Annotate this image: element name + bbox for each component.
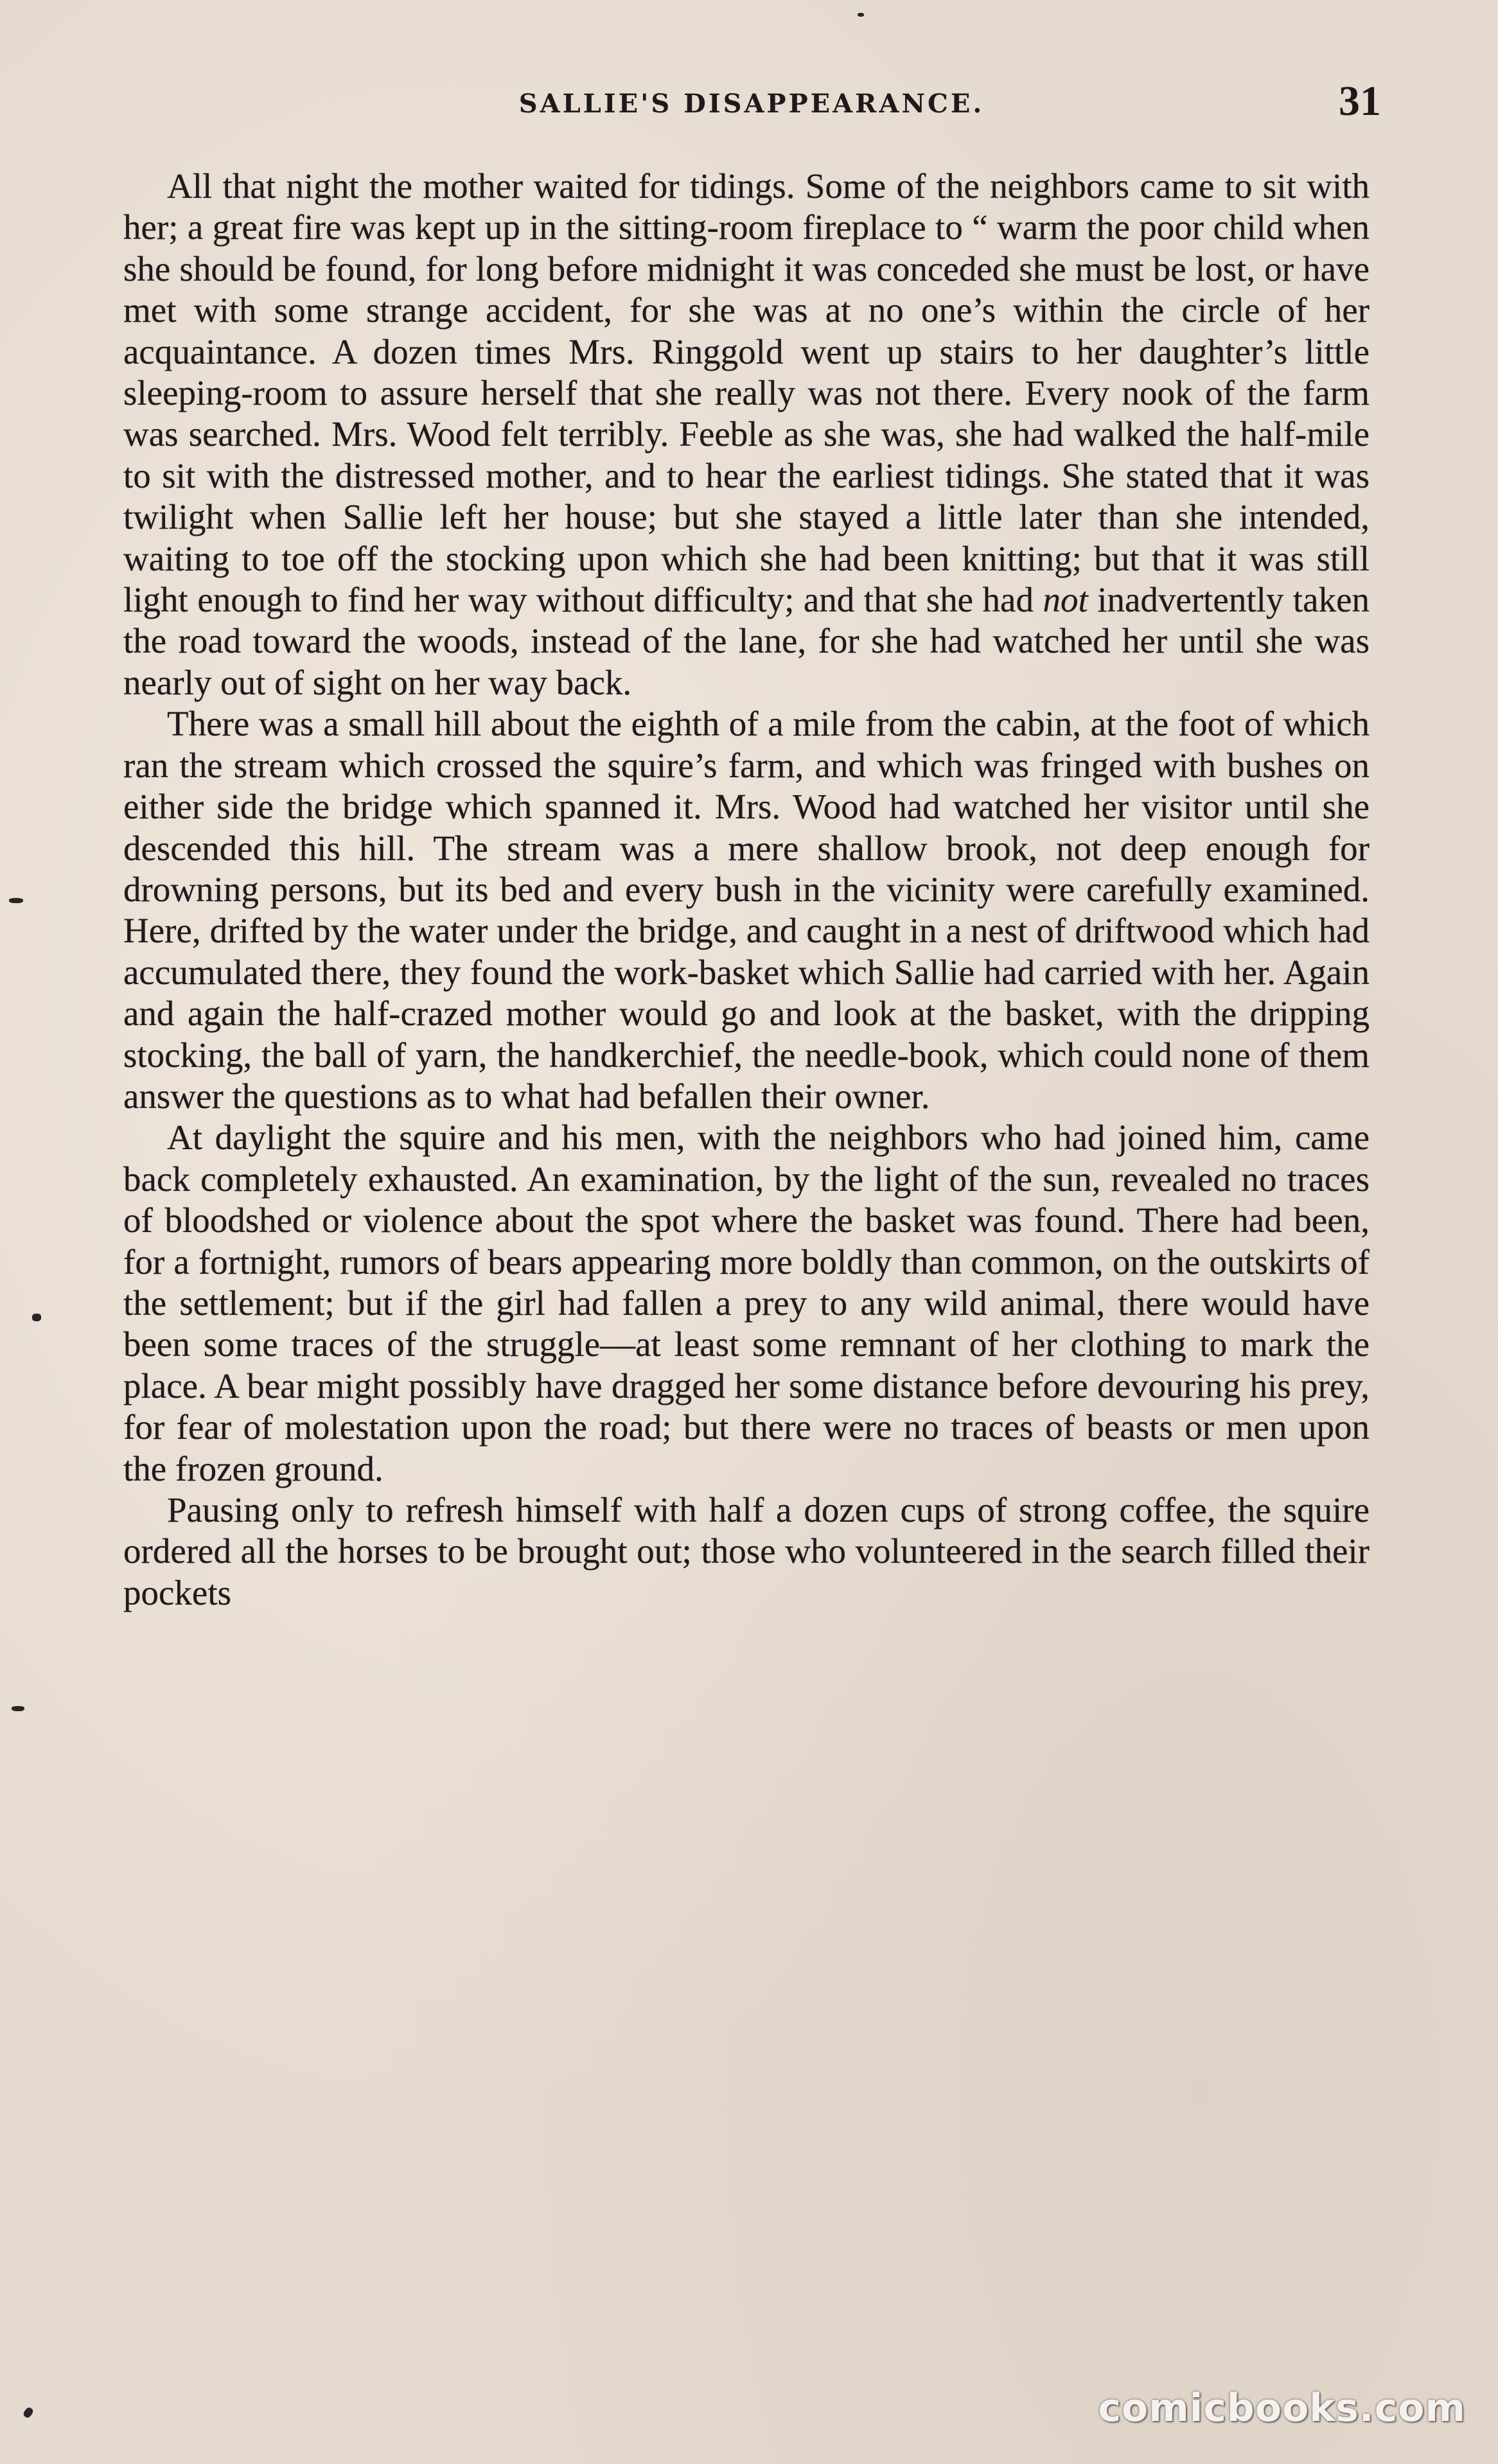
emphasis-not: not bbox=[1043, 580, 1088, 620]
ink-speck-left-2 bbox=[32, 1314, 41, 1321]
ink-speck-bottom-left bbox=[22, 2406, 34, 2419]
body-text bbox=[123, 166, 1370, 1614]
watermark: comicbooks.com bbox=[1098, 2386, 1466, 2431]
ink-speck-left-3 bbox=[12, 1706, 24, 1711]
paragraph-3: At daylight the squire and his men, with the neighbors who had joined him, came back completely exhausted. An examination, by the light of the sun, revealed no traces of bloodshed or violence about the spot where the basket was found. There had been, for a fortnight, rumors of bears appearing more boldly than common, on the outskirts of the settlement; but if the girl had fallen a prey to any wild animal, there would have been some traces of the struggle—at least some remnant of her clothing to mark the place. A bear might possibly have dragged her some distance before devouring his prey, for fear of molestation upon the road; but there were no traces of beasts or men upon the frozen ground. bbox=[123, 1118, 1370, 1488]
paragraph-1 bbox=[123, 166, 1370, 703]
page-number: 31 bbox=[1339, 78, 1381, 125]
paragraph-1-text: All that night the mother waited for tidings. Some of the neighbors came to sit with her; a great fire was kept up in the sitting-room fireplace to “ warm the poor child when she should be found, for long before midnight it was conceded she must be lost, or have met with some strange accident, for she was at no one’s within the circle of her acquaintance. A dozen times Mrs. Ringgold went up stairs to her daughter’s little sleeping-room to assure herself that she really was not there. Every nook of the farm was searched. Mrs. Wood felt terribly. Feeble as she was, she had walked the half-mile to sit with the distressed mother, and to hear the earliest tidings. She stated that it was twilight when Sallie left her house; but she stayed a little later than she intended, waiting to toe off the stocking upon which she had been knitting; but that it was still light enough to find her way without difficulty; and that she had bbox=[123, 166, 1370, 620]
running-title: SALLIE'S DISAPPEARANCE. bbox=[518, 89, 985, 119]
paragraph-4: Pausing only to refresh himself with half a dozen cups of strong coffee, the squire ordered all the horses to be brought out; those who volunteered in the search filled their pockets bbox=[123, 1490, 1370, 1612]
paragraph-1-text-continued: inadvertently taken the road toward the woods, instead of the lane, for she had watched her until she was nearly out of sight on her way back. bbox=[123, 580, 1370, 702]
running-head bbox=[122, 77, 1381, 135]
paragraph-2: There was a small hill about the eighth of a mile from the cabin, at the foot of which ran the stream which crossed the squire’s farm, and which was fringed with bushes on either side the bridge which spanned it. Mrs. Wood had watched her visitor until she descended this hill. The stream was a mere shallow brook, not deep enough for drowning persons, but its bed and every bush in the vicinity were carefully examined. Here, drifted by the water under the bridge, and caught in a nest of driftwood which had accumulated there, they found the work-basket which Sallie had carried with her. Again and again the half-crazed mother would go and look at the basket, with the dripping stocking, the ball of yarn, the handkerchief, the needle-book, which could none of them answer the questions as to what had befallen their owner. bbox=[123, 704, 1370, 1116]
ink-speck-top bbox=[858, 13, 864, 17]
ink-speck-left-1 bbox=[9, 898, 23, 903]
